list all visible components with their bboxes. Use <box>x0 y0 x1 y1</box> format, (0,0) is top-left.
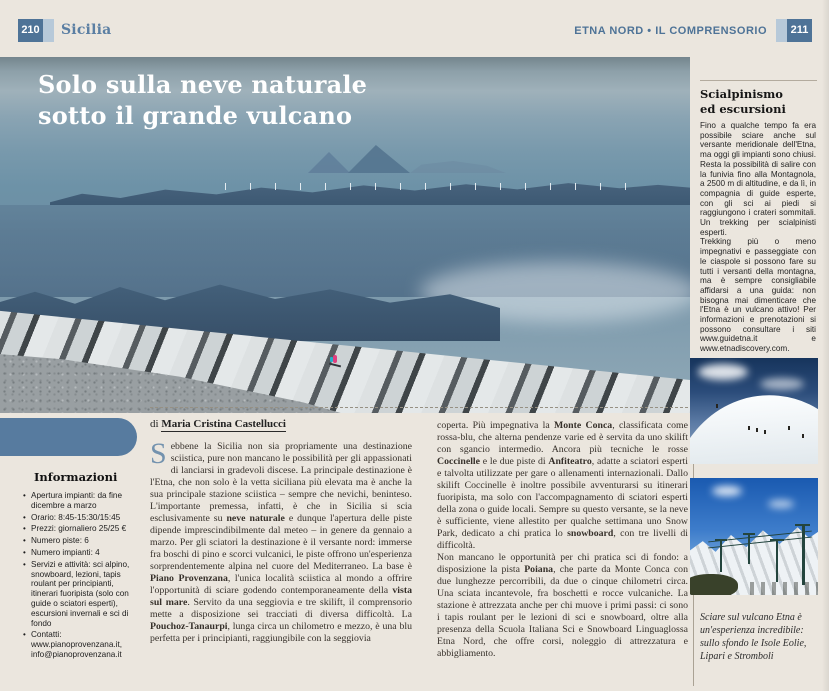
info-list-item: • Prezzi: giornaliero 25/25 € <box>22 524 136 534</box>
byline <box>150 418 286 430</box>
hiker-figure <box>802 434 804 438</box>
right-section-label: ETNA NORD • IL COMPRENSORIO <box>574 24 767 37</box>
byline-divider <box>150 407 688 408</box>
lift-pylon <box>720 540 722 572</box>
hiker-figure <box>764 430 766 434</box>
sidebar-heading-line: Scialpinismo <box>700 87 783 101</box>
photo-caption: Sciare sul vulcano Etna è un'esperienza incredibile: sullo sfondo le Isole Eolie, Lipari e Stromboli <box>700 612 807 662</box>
page-edge-shadow <box>822 0 829 691</box>
sidebar-paragraph: Trekking più o meno impegnativi e passeggiate con le ciaspole si possono fare su tutti i versanti della montagna, ma è sempre consigliabile affidarsi a una guida: non bisogna mai dimenticare che l'Etna è un vulcano attivo! Per informazioni e prenotazioni si possono consultare i siti www.guidetna.it e www.etnadiscovery.com. <box>700 237 816 354</box>
skier-body <box>333 355 337 363</box>
info-list-item: • Numero impianti: 4 <box>22 548 136 558</box>
sidebar-body <box>700 121 816 354</box>
info-list-item: • Apertura impianti: da fine dicembre a marzo <box>22 491 136 511</box>
hiker-figure <box>716 404 718 408</box>
cloud <box>712 486 742 496</box>
info-box-heading: Informazioni <box>34 470 118 484</box>
vegetation-patch <box>690 574 738 595</box>
left-page-number: 210 <box>18 19 43 42</box>
hiker-figure <box>756 428 758 432</box>
article-column-2 <box>437 420 688 660</box>
lift-pylon-crossbar <box>770 539 784 541</box>
wind-turbines <box>225 183 645 190</box>
ski-touring-photo <box>690 358 818 464</box>
lift-pylon-crossbar <box>743 533 755 535</box>
drop-cap: S <box>150 437 167 470</box>
sidebar-heading-line: ed escursioni <box>700 101 786 116</box>
sidebar-top-rule <box>700 80 817 81</box>
hiker-figure <box>788 426 790 430</box>
rock-patch <box>750 582 818 595</box>
info-list-item: • Numero piste: 6 <box>22 536 136 546</box>
right-page-number: 211 <box>787 19 812 42</box>
lift-pylon-crossbar <box>795 524 810 526</box>
cloud <box>768 500 794 508</box>
byline-author: Maria Cristina Castellucci <box>161 418 286 430</box>
sidebar-paragraph: Fino a qualche tempo fa era possibile sciare anche sul versante meridionale dell'Etna, ma oggi gli impianti sono chiusi. Resta la possibilità di salire con la funivia fino alla Montagnola, a 2500 m di altitudine, e da lì, in compagnia di guide esperte, con gli sci ai piedi si raggiungono i crateri sommitali. Un trekking per scialpinisti esperti. <box>700 121 816 237</box>
hero-photo <box>0 57 690 413</box>
hiker-figure <box>748 426 750 430</box>
right-page-header <box>574 19 812 42</box>
info-box <box>22 470 136 662</box>
cloud <box>760 378 804 390</box>
info-list <box>22 491 136 660</box>
hero-title <box>38 69 367 131</box>
lift-pylon <box>748 534 750 564</box>
chairlift-photo <box>690 478 818 595</box>
left-section-label: Sicilia <box>61 22 112 38</box>
info-list-item: • Contatti: www.pianoprovenzana.it, info@pianoprovenzana.it <box>22 630 136 659</box>
info-list-item: • Orario: 8:45-15:30/15:45 <box>22 513 136 523</box>
cloud <box>698 364 748 380</box>
info-list-item: • Servizi e attività: sci alpino, snowboard, lezioni, tapis roulant per principianti, itinerari fuoripista (solo con guide o sciatori esperti), escursioni invernali e sci di fondo <box>22 560 136 629</box>
article-paragraph <box>150 437 412 645</box>
skier-figure <box>328 353 342 369</box>
left-page-number-accent <box>43 19 54 42</box>
article-text: ebbene la Sicilia non sia propriamente una destinazione sciistica, pure non mancano le possibilità per gli appassionati di lanciarsi in gradevoli discese. La principale destinazione è l'Etna, che non solo è la vetta siciliana più elevata ma è anche la sua principale stazione sciistica – sempre che nevichi, beninteso. L'importante premessa, infatti, è che in Sicilia si scia esclusivamente su neve naturale e dunque l'apertura delle piste dipende imprescindibilmente dal meteo – in genere da gennaio a marzo. Per gli sciatori la destinazione è il versante nord: immerse fra boschi di pino e scorci vulcanici, le piste offrono un'esperienza sorprendentemente alpina nel cuore del Mediterraneo. La base è Piano Provenzana, l'unica località sciistica al mondo a offrire l'opportunità di sciare godendo contemporaneamente della vista sul mare. Servito da una seggiovia e tre skilift, il comprensorio mette a disposizione sei tracciati di diversa difficoltà. La Pouchoz-Tanaurpi, lunga circa un chilometro e mezzo, è una blu perfetta per i principianti, raggiungibile con la seggiovia <box>150 441 412 644</box>
skier-skis <box>329 363 341 368</box>
lift-pylon <box>776 540 778 582</box>
info-box-tab-bar <box>0 418 137 456</box>
lift-pylon-crossbar <box>715 539 727 541</box>
article-column-1 <box>150 437 412 645</box>
article-text: coperta. Più impegnativa la Monte Conca, classificata come rossa-blu, che alterna pendenze varie ed è servita da uno skilift con sgancio intermedio. Ancora più tecniche le rosse Coccinelle e le due piste di Anfiteatro, adatte a sciatori esperti e talvolta utilizzate per gare o allenamenti internazionali. Dallo skilift Coccinelle è inoltre possibile avventurarsi su itinerari fuoripista, ma solo con l'accompagnamento di sciatori esperti della zona o guide locali. Sempre su questo versante, se la neve è sufficiente, viene allestito per qualche settimana uno Snow Park, dedicato a chi pratica lo snowboard, con tre livelli di difficoltà. <box>437 420 689 551</box>
hero-title-line: sotto il grande vulcano <box>38 101 353 130</box>
sidebar-heading <box>700 87 786 116</box>
article-paragraph <box>437 420 688 552</box>
hero-title-line: Solo sulla neve naturale <box>38 70 368 99</box>
lift-pylon <box>802 525 805 585</box>
right-page-number-accent <box>776 19 787 42</box>
byline-prefix: di <box>150 418 162 430</box>
article-paragraph <box>437 552 688 660</box>
left-page-header <box>18 19 54 42</box>
article-text: Non mancano le opportunità per chi pratica sci di fondo: a disposizione la pista Poiana, che parte da Monte Conca con due lunghezze percorribili, da due o cinque chilometri circa. Una sciata incantevole, fra boschetti e rocce vulcaniche. La stazione è attrezzata anche per chi muove i primi passi: ci sono i tapis roulant per le lezioni di sci e snowboard, oltre alla presenza della Scuola Italiana Sci e Snowboard Linguaglossa Etna Nord, che offre corsi, noleggio di attrezzatura e abbigliamento. <box>437 552 688 659</box>
